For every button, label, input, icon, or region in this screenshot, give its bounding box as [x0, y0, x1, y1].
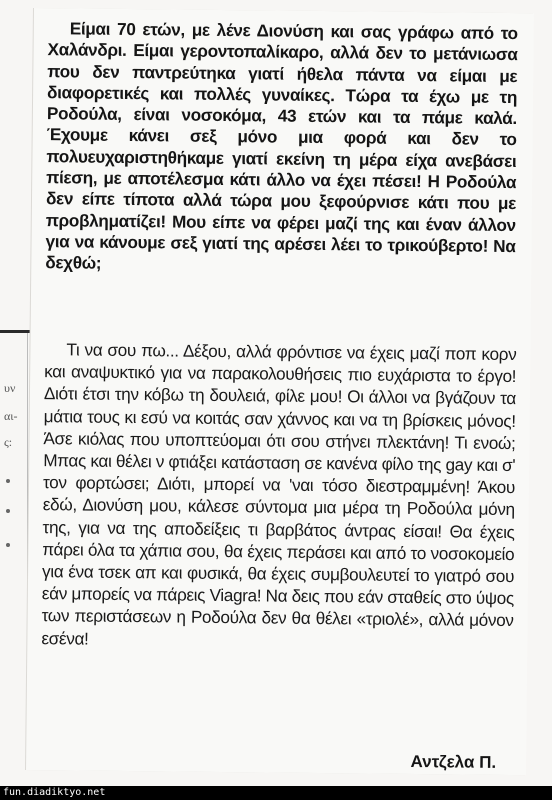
neighbor-text-fragment: υν — [4, 381, 16, 395]
article-clipping — [26, 8, 534, 775]
bullet-dot — [6, 543, 10, 547]
neighbor-text-fragment: αι- — [4, 409, 18, 423]
bullet-dot — [6, 479, 10, 483]
reply-text: Τι να σου πω... Δέξου, αλλά φρόντισε να έχεις μαζί ποπ κορν και αναψυκτικό για να παρακολουθήσεις πιο ευχάριστα το έργο! Διότι έτσι την κόβω τη δουλειά, φίλε μου! Οι άλλοι να βγάζουν τα μάτια τους κι εσύ να κοιτάς σαν χάννος και να τη βρίσκεις μόνος! Άσε κιόλας που υποπτεύομαι ότι σου στήνει πλεκτάνη! Τι ενοώ; Μπας και θέλει ν φτιάξει κατάσταση σε κανένα φίλο της gay και σ' τον φορτώσει; Διότι, μπορεί να 'ναι τόσο διεστραμμένη! Άκου εδώ, Διονύση μου, κάλεσε σύντομα μια μέρα τη Ροδούλα μόνη της, για να της αποδείξεις τι βαρβάτος άντρας είσαι! Θα έχεις πάρει όλα τα χάπια σου, θα έχεις περάσει και από το νοσοκομείο για ένα τσεκ απ και φυσικά, θα έχεις συμβουλευτεί το γιατρό σου εάν μπορείς να πάρεις Viagra! Να δεις που εάν σταθείς στο ύψος των περιστάσεων η Ροδούλα δεν θα θέλει «τριολέ», αλλά μόνον εσένα! — [41, 339, 517, 649]
site-watermark: fun.diadiktyo.net — [3, 787, 106, 798]
reader-letter — [45, 18, 518, 278]
watermark-bar — [0, 786, 552, 800]
reader-letter-text: Είμαι 70 ετών, με λένε Διονύση και σας γράφω από το Χαλάνδρι. Είμαι γεροντοπαλίκαρο, αλλά δεν το μετάνιωσα που δεν παντρεύτηκα γιατί ήθελα πάντα να είμαι με διαφορετικές και πολλές γυναίκες. Τώρα τα έχω με τη Ροδούλα, είναι νοσοκόμα, 43 ετών και τα πάμε καλά. Έχουμε κάνει σεξ μόνο μια φορά και δεν το πολυευχαριστηθήκαμε γιατί εκείνη τη μέρα είχα ανεβάσει πίεση, με αποτέλεσμα κάτι άλλο να έχει πέσει! Η Ροδούλα δεν είπε τίποτα αλλά τώρα μου ξεφούρνισε κάτι που με προβληματίζει! Μου είπε να φέρει μαζί της και έναν άλλον για να κάνουμε σεξ γιατί της αρέσει λέει το τρικούβερτο! Να δεχθώ; — [45, 18, 518, 273]
author-signature: Αντζελα Π. — [410, 751, 497, 772]
neighboring-column-fragment — [0, 330, 30, 583]
columnist-reply — [41, 338, 516, 654]
bullet-dot — [6, 509, 10, 513]
neighbor-text-fragment: ς: — [4, 435, 13, 449]
